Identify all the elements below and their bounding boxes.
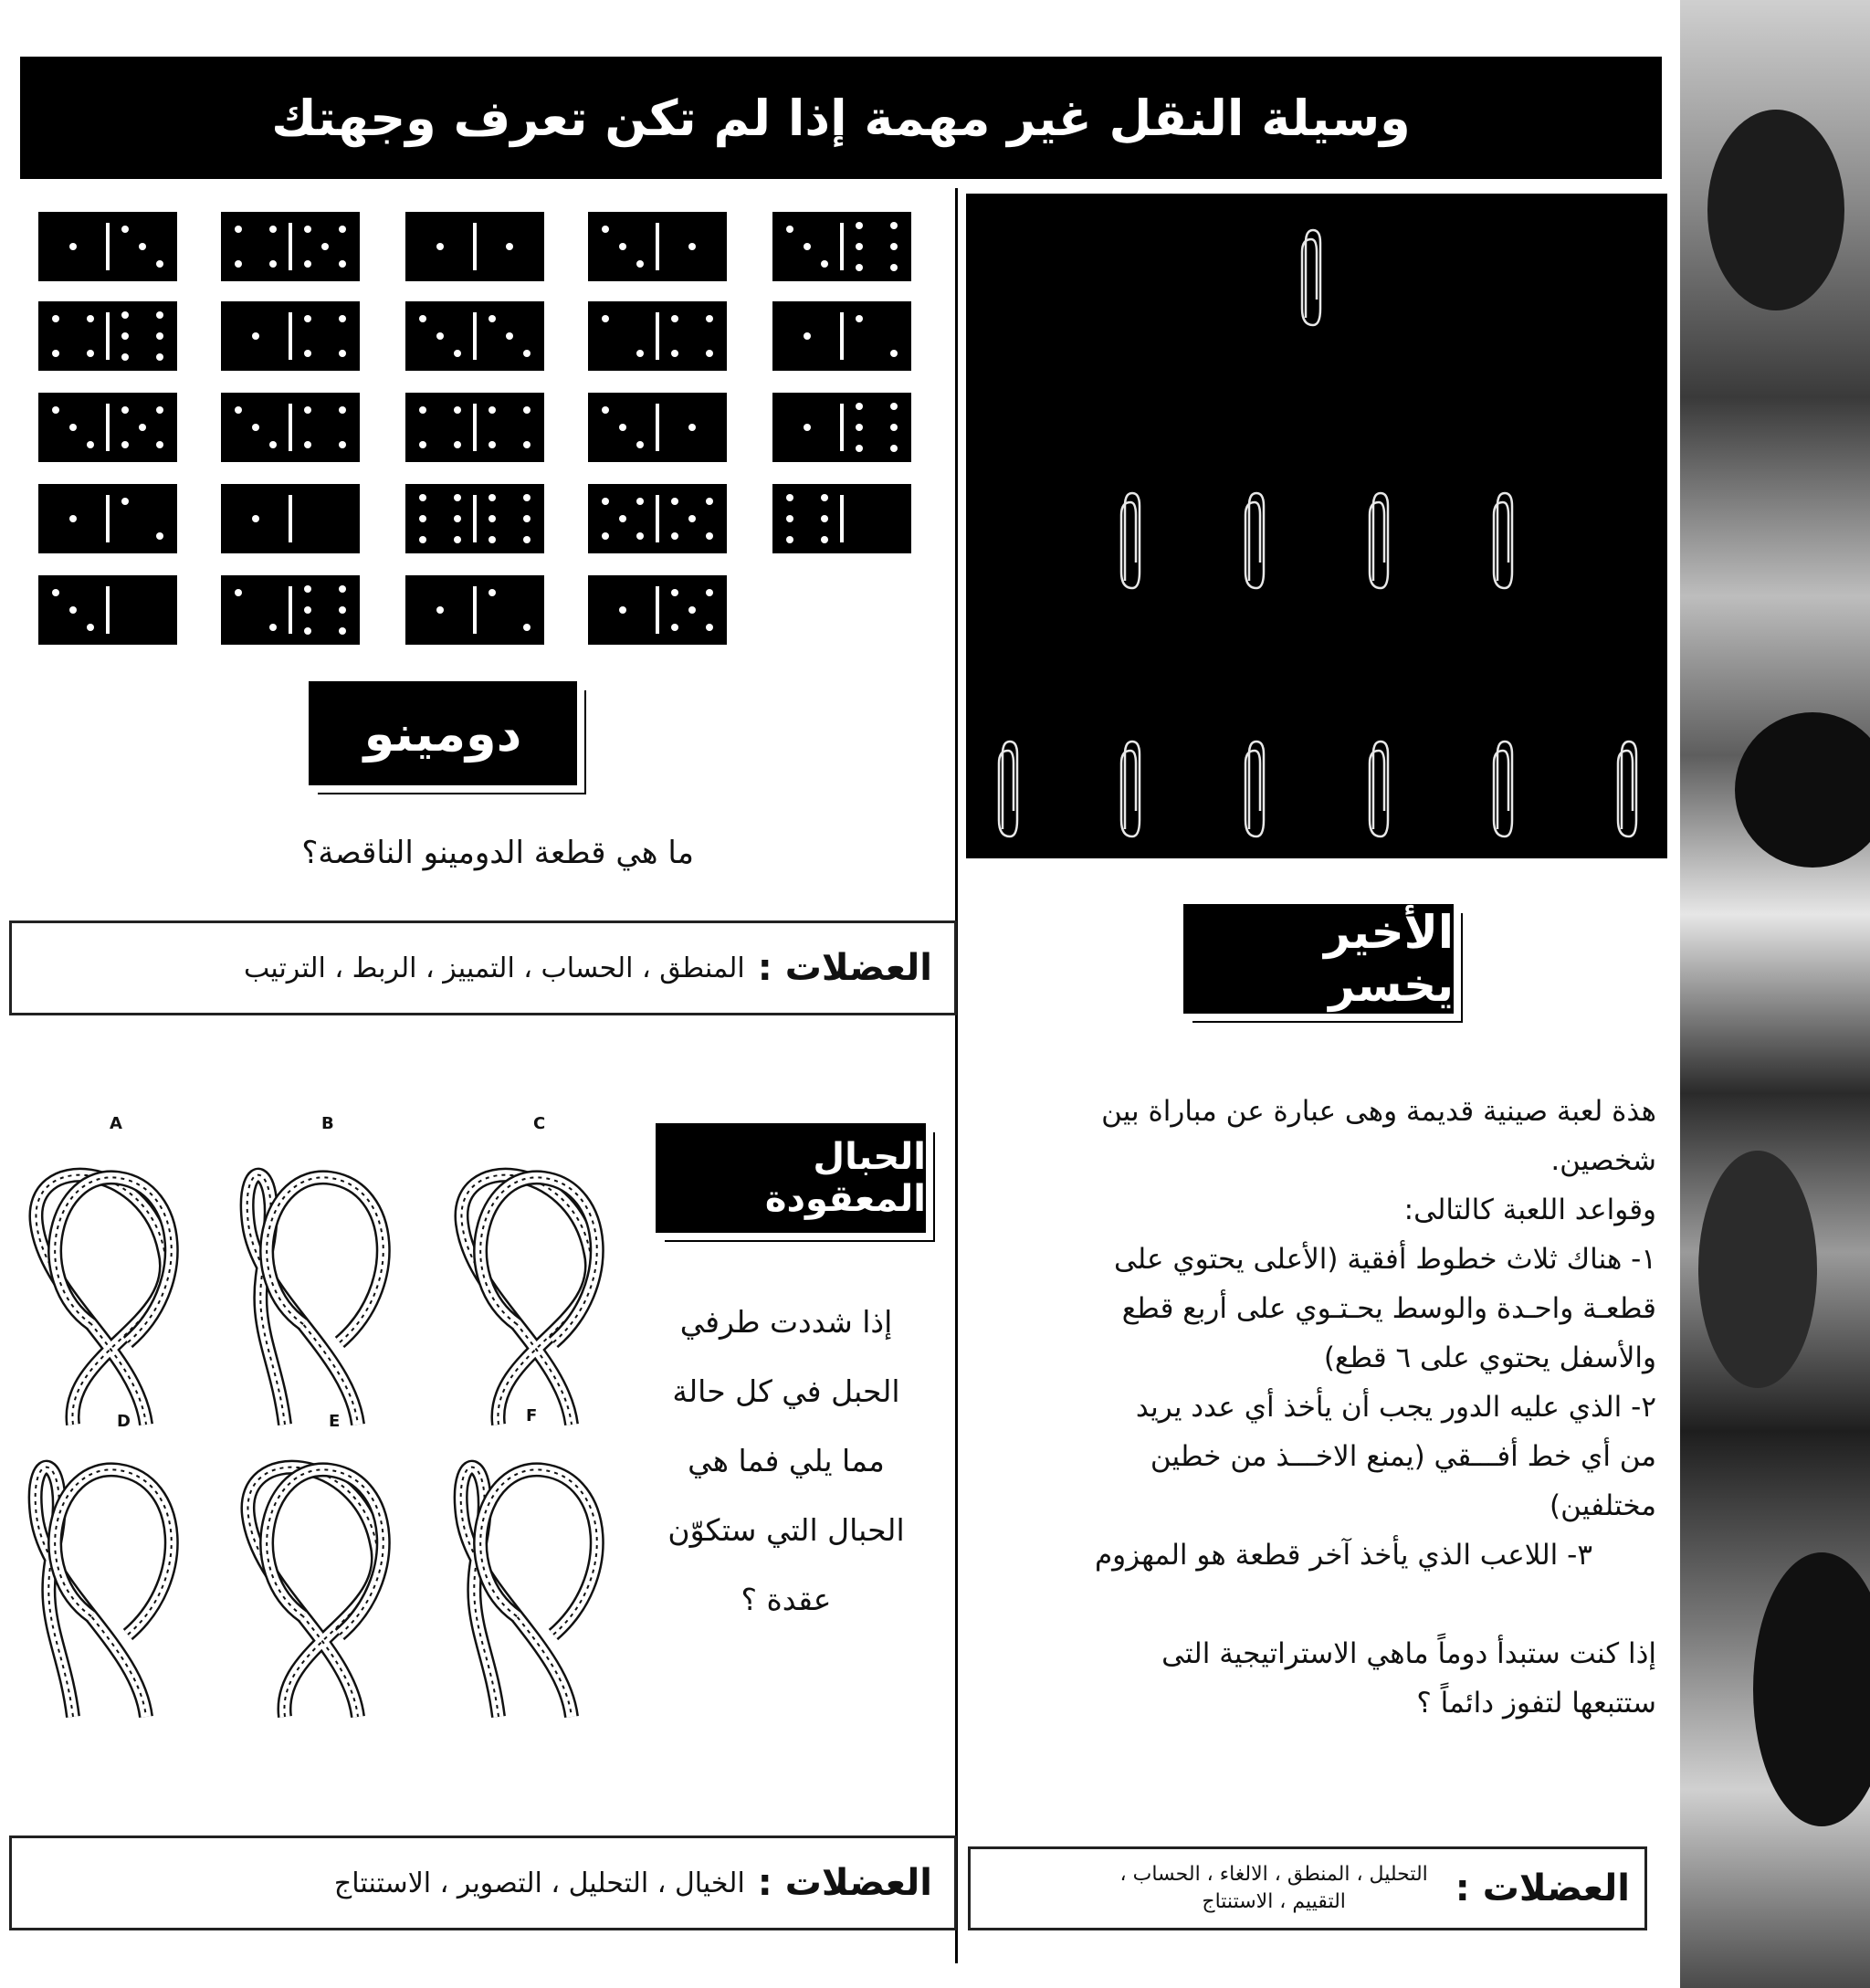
side-photo	[1680, 0, 1870, 1988]
domino-pip	[454, 350, 461, 357]
domino-pip	[856, 315, 863, 322]
domino-pip	[890, 424, 898, 431]
knot-drawing	[461, 1175, 596, 1425]
muscles-title: العضلات :	[1455, 1867, 1630, 1909]
rule-line: من أي خط أفـــقي (يمنع الاخـــذ من خطين	[1150, 1440, 1656, 1473]
domino-pip	[235, 406, 242, 414]
domino-pip	[856, 424, 863, 431]
domino-tile	[38, 575, 177, 645]
domino-pip	[636, 441, 644, 448]
domino-pip	[523, 515, 531, 522]
domino-pip	[602, 532, 609, 540]
domino-pip	[269, 260, 277, 268]
domino-pip	[671, 350, 678, 357]
domino-pip	[69, 243, 77, 250]
page-title: وسيلة النقل غير مهمة إذا لم تكن تعرف وجهتك	[271, 89, 1411, 147]
domino-tile	[772, 393, 911, 462]
paperclip-panel	[966, 194, 1667, 858]
muscles-text: التحليل ، المنطق ، الالغاء ، الحساب ، التقييم ، الاستنتاج	[1119, 1863, 1428, 1913]
domino-pip	[506, 332, 513, 340]
domino-tile	[772, 212, 911, 281]
paperclip	[1618, 742, 1636, 836]
domino-pip	[489, 536, 496, 543]
domino-pip	[139, 424, 146, 431]
domino-pip	[339, 441, 346, 448]
domino-pip	[121, 406, 129, 414]
domino-pip	[235, 260, 242, 268]
domino-pip	[339, 606, 346, 614]
domino-pip	[856, 222, 863, 229]
domino-pip	[87, 441, 94, 448]
domino-pip	[321, 243, 329, 250]
domino-tile	[221, 393, 360, 462]
domino-pip	[489, 441, 496, 448]
domino-pip	[436, 332, 444, 340]
domino-tile	[221, 575, 360, 645]
domino-pip	[339, 260, 346, 268]
domino-pip	[156, 532, 163, 540]
knots-question: إذا شددت طرفي الحبل في كل حالة مما يلي فما هي الحبال التي ستكوّن عقدة ؟	[667, 1304, 905, 1617]
domino-pip	[706, 498, 713, 505]
domino-pip	[821, 536, 828, 543]
domino-pip	[419, 315, 426, 322]
domino-pip	[636, 260, 644, 268]
domino-pip	[52, 315, 59, 322]
knot-letter: B	[321, 1114, 334, 1133]
domino-pip	[454, 536, 461, 543]
muscles-text: المنطق ، الحساب ، التمييز ، الربط ، الترتيب	[243, 952, 745, 984]
domino-pip	[69, 606, 77, 614]
domino-pip	[706, 589, 713, 596]
domino-pip	[489, 406, 496, 414]
last-loses-muscles-box	[968, 1846, 1647, 1930]
domino-pip	[139, 243, 146, 250]
knots-muscles-box	[9, 1835, 957, 1930]
domino-pip	[636, 532, 644, 540]
question-line: ستتبعها لتفوز دائماً ؟	[1416, 1687, 1656, 1720]
domino-pip	[671, 532, 678, 540]
domino-pip	[523, 536, 531, 543]
question-line: إذا كنت ستبدأ دوماً ماهي الاستراتيجية التى	[1161, 1637, 1656, 1670]
domino-pip	[890, 445, 898, 452]
paperclip	[1370, 742, 1388, 836]
domino-pip	[269, 624, 277, 631]
paperclip	[1370, 493, 1388, 588]
domino-pip	[252, 332, 259, 340]
domino-pip	[419, 515, 426, 522]
paperclip	[1245, 742, 1264, 836]
knot-letter: F	[526, 1406, 538, 1425]
domino-pip	[489, 515, 496, 522]
domino-pip	[156, 332, 163, 340]
header-bar	[20, 57, 1662, 179]
domino-tile	[588, 393, 727, 462]
paperclip	[1494, 742, 1512, 836]
rule-line: والأسفل يحتوي على ٦ قطع)	[1323, 1341, 1656, 1374]
domino-pip	[339, 350, 346, 357]
paperclip	[999, 742, 1017, 836]
domino-pip	[269, 226, 277, 233]
domino-pip	[821, 260, 828, 268]
domino-pip	[304, 627, 311, 635]
knot-drawing	[36, 1467, 172, 1717]
domino-pip	[304, 606, 311, 614]
domino-pip	[304, 406, 311, 414]
domino-tile	[38, 212, 177, 281]
domino-tile	[221, 484, 360, 553]
knots-label: الحبال المعقودة	[656, 1123, 926, 1233]
paperclip	[1121, 493, 1140, 588]
domino-pip	[454, 441, 461, 448]
domino-pip	[786, 536, 793, 543]
domino-tile	[405, 212, 544, 281]
paperclip	[1245, 493, 1264, 588]
domino-pip	[87, 350, 94, 357]
domino-pip	[436, 606, 444, 614]
domino-tile	[772, 301, 911, 371]
domino-pip	[252, 424, 259, 431]
domino-pip	[121, 441, 129, 448]
paperclip	[1302, 230, 1320, 325]
domino-pip	[436, 243, 444, 250]
domino-pip	[619, 515, 626, 522]
domino-tile	[38, 484, 177, 553]
rule-line: مختلفين)	[1550, 1489, 1656, 1522]
domino-pip	[304, 585, 311, 593]
muscles-title: العضلات :	[757, 1862, 932, 1904]
domino-pip	[304, 260, 311, 268]
domino-pip	[856, 264, 863, 271]
domino-pip	[523, 494, 531, 501]
domino-pip	[523, 441, 531, 448]
domino-tile	[405, 575, 544, 645]
domino-pip	[671, 624, 678, 631]
domino-pip	[688, 606, 696, 614]
domino-pip	[339, 585, 346, 593]
domino-pip	[523, 624, 531, 631]
domino-pip	[69, 515, 77, 522]
domino-pip	[304, 226, 311, 233]
domino-pip	[235, 589, 242, 596]
domino-pip	[419, 406, 426, 414]
knot-letter: D	[117, 1412, 131, 1431]
knot-letter: E	[329, 1412, 341, 1431]
domino-pip	[890, 243, 898, 250]
rule-line: هذة لعبة صينية قديمة وهى عبارة عن مباراة بين	[1101, 1095, 1656, 1128]
domino-pip	[489, 494, 496, 501]
knot-drawing	[461, 1467, 597, 1717]
domino-pip	[235, 226, 242, 233]
domino-pip	[706, 315, 713, 322]
domino-question: ما هي قطعة الدومينو الناقصة؟	[301, 835, 694, 871]
last-loses-rules	[979, 1087, 1656, 1728]
rule-line: ٢- الذي عليه الدور يجب أن يأخذ أي عدد يريد	[1135, 1391, 1656, 1424]
domino-tile	[38, 393, 177, 462]
domino-pip	[890, 222, 898, 229]
domino-pip	[804, 424, 811, 431]
knot-letter: A	[110, 1114, 122, 1133]
domino-pip	[419, 441, 426, 448]
knot-drawing	[247, 1175, 383, 1425]
domino-pip	[121, 226, 129, 233]
paperclip	[1121, 742, 1140, 836]
domino-pip	[523, 406, 531, 414]
domino-pip	[156, 311, 163, 319]
column-divider	[955, 188, 958, 1963]
domino-pip	[602, 406, 609, 414]
paperclip-rows	[966, 194, 1667, 858]
domino-pip	[454, 406, 461, 414]
rule-line: ٣- اللاعب الذي يأخذ آخر قطعة هو المهزوم	[1094, 1539, 1592, 1572]
domino-pip	[419, 536, 426, 543]
domino-pip	[419, 494, 426, 501]
muscles-text: الخيال ، التحليل ، التصوير ، الاستنتاج	[333, 1867, 745, 1899]
domino-pip	[489, 315, 496, 322]
knot-letter: C	[533, 1114, 546, 1133]
domino-pip	[706, 350, 713, 357]
domino-pip	[252, 515, 259, 522]
domino-pip	[688, 424, 696, 431]
domino-pip	[339, 315, 346, 322]
domino-pip	[304, 315, 311, 322]
domino-pip	[804, 243, 811, 250]
domino-pip	[121, 311, 129, 319]
domino-tile	[38, 301, 177, 371]
domino-pip	[52, 350, 59, 357]
domino-tile	[405, 301, 544, 371]
domino-pip	[156, 260, 163, 268]
domino-pip	[636, 498, 644, 505]
muscles-title: العضلات :	[757, 947, 932, 989]
domino-pip	[87, 315, 94, 322]
domino-pip	[786, 515, 793, 522]
domino-pip	[269, 441, 277, 448]
domino-tile	[405, 393, 544, 462]
domino-label: دومينو	[309, 681, 577, 785]
domino-pip	[890, 264, 898, 271]
domino-pip	[69, 424, 77, 431]
domino-pip	[339, 627, 346, 635]
domino-pip	[506, 243, 513, 250]
domino-pip	[786, 226, 793, 233]
domino-pip	[602, 315, 609, 322]
domino-tile	[588, 212, 727, 281]
rule-line: شخصين.	[1550, 1144, 1656, 1177]
domino-pip	[304, 350, 311, 357]
domino-pip	[602, 498, 609, 505]
domino-tile	[588, 484, 727, 553]
domino-pip	[821, 515, 828, 522]
domino-pip	[856, 445, 863, 452]
domino-pip	[523, 350, 531, 357]
domino-pip	[339, 226, 346, 233]
domino-pip	[52, 406, 59, 414]
domino-pip	[619, 243, 626, 250]
domino-pip	[156, 406, 163, 414]
domino-pip	[671, 315, 678, 322]
domino-pip	[856, 403, 863, 410]
domino-pip	[856, 243, 863, 250]
domino-pip	[339, 406, 346, 414]
domino-pip	[156, 353, 163, 361]
domino-tile	[588, 301, 727, 371]
domino-pip	[890, 350, 898, 357]
domino-pip	[602, 226, 609, 233]
domino-pip	[688, 515, 696, 522]
rule-line: قطعـة واحـدة والوسط يحـتـوي على أربع قطع	[1121, 1292, 1656, 1325]
domino-pip	[489, 589, 496, 596]
domino-pip	[804, 332, 811, 340]
domino-pip	[619, 424, 626, 431]
domino-pip	[156, 441, 163, 448]
domino-pip	[121, 353, 129, 361]
domino-pip	[671, 498, 678, 505]
knot-drawing	[36, 1175, 171, 1425]
domino-pip	[786, 494, 793, 501]
domino-pip	[121, 332, 129, 340]
domino-tile	[405, 484, 544, 553]
domino-pip	[636, 350, 644, 357]
domino-tile	[221, 212, 360, 281]
domino-pip	[454, 515, 461, 522]
domino-pip	[821, 494, 828, 501]
domino-pip	[304, 441, 311, 448]
domino-pip	[706, 532, 713, 540]
domino-pip	[890, 403, 898, 410]
domino-pip	[688, 243, 696, 250]
domino-pip	[121, 498, 129, 505]
rule-line: وقواعد اللعبة كالتالى:	[1403, 1194, 1656, 1226]
domino-pip	[87, 624, 94, 631]
domino-tile	[588, 575, 727, 645]
domino-tile	[221, 301, 360, 371]
domino-pip	[52, 589, 59, 596]
domino-pip	[619, 606, 626, 614]
knot-drawing	[247, 1467, 383, 1717]
paperclip	[1494, 493, 1512, 588]
domino-pip	[706, 624, 713, 631]
domino-muscles-box	[9, 920, 957, 1015]
rule-line: ١- هناك ثلاث خطوط أفقية (الأعلى يحتوي على	[1113, 1243, 1656, 1276]
last-loses-label: الأخير يخسر	[1183, 904, 1454, 1014]
domino-pip	[454, 494, 461, 501]
domino-tile	[772, 484, 911, 553]
domino-pip	[671, 589, 678, 596]
